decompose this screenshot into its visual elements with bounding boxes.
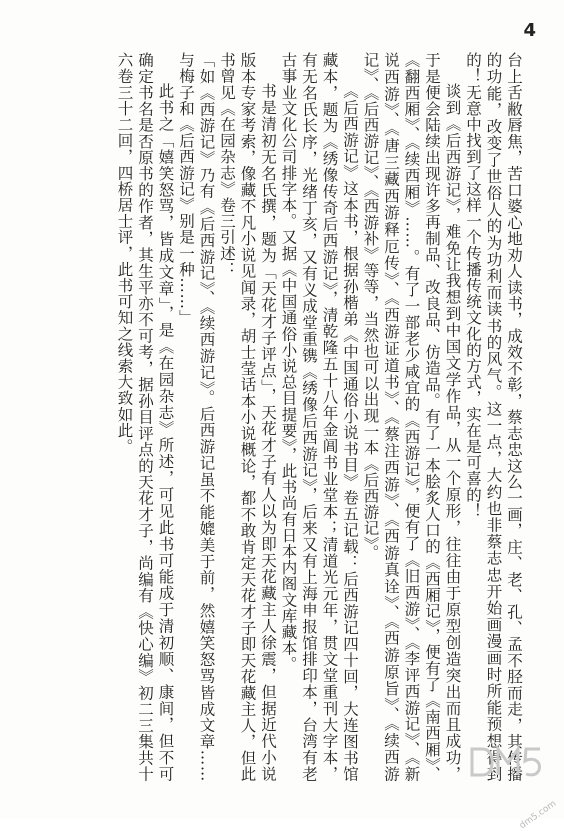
- dm5-watermark-logo: [464, 731, 554, 801]
- paragraph-5-quote: 「如《西游记》乃有《后西游记》、《续西游记》。后西游记虽不能媲美于前，然嬉笑怒骂皆成文章……与梅子和《后西游记》别是一种……」: [177, 52, 216, 782]
- page-number: 4: [523, 20, 536, 41]
- watermark-letter-m: [498, 749, 518, 775]
- paragraph-3: 《后西游记》这本书，根据孙楷弟《中国通俗小说书目》卷五记载：后西游记四十回，大连图书馆藏本，题为《绣像传奇后西游记》，清乾隆五十八年金阊书业堂本；清道光元年，贯文堂重刊大字本，有无名氏长序，光绪丁亥，又有义成堂重镌《绣像后西游记》，后来又有上海申报馆排印本，台湾有老古事业文化公司排字本。又据《中国通俗小说总目提要》，此书尚有日本内阁文库藏本。: [279, 52, 359, 782]
- paragraph-2: 谈到《后西游记》，难免让我想到中国文学作品，从一个原形，往往由于原型创造突出而且成功，于是便会陆续出现许多再制品、改良品、仿造品。有了一本脍炙人口的《西厢记》，便有了《南西厢》、《翻西厢》、《续西厢》……。有了一部老少咸宜的《西游记》，便有了《旧西游》、《李评西游记》、《新说西游》、《唐三藏西游释厄传》、《西游证道书》、《蔡注西游》、《西游真诠》、《西游原旨》、《续西游记》、《后西游记》、《西游补》等等，当然也可以出现一本《后西游记》。: [361, 52, 462, 782]
- paragraph-4: 书是清初无名氏撰，题为「天花才子评点」，天花才子有人以为即天花藏主人徐震，但据近代小说版本专家考索，像藏不凡小说见闻录，胡士莹话本小说概论，都不敢肯定天花才子即天花藏主人，但此书曾见《在园杂志》卷三引述：: [218, 52, 277, 782]
- paragraph-6: 此书之「嬉笑怒骂，皆成文章」，是《在园杂志》所述，可见此书可能成于清初顺、康间，但不可确定书名是否原书的作者，其生平亦不可考，据孙目评点的天花才子，尚编有《快心编》初二三集共十六卷三十二回，四桥居士评，此书可知之线索大致如此。: [115, 52, 175, 782]
- watermark-numeral-5: [525, 749, 540, 775]
- watermark-letter-d: [472, 749, 492, 775]
- vertical-text-body: [38, 52, 524, 782]
- paragraph-1: 台上舌敝唇焦，苦口婆心地劝人读书，成效不彰，蔡志忠这么一画，庄、老、孔、孟不胫而走，其传播的功能，改变了世俗人的为功利而读书的风气。这一点，大约也非蔡志忠开始画漫画时所能预想得到的！无意中找到了这样一个传播传统文化的方式，实在是可喜的！: [464, 52, 523, 782]
- watermark-site: dm5.com: [517, 798, 558, 831]
